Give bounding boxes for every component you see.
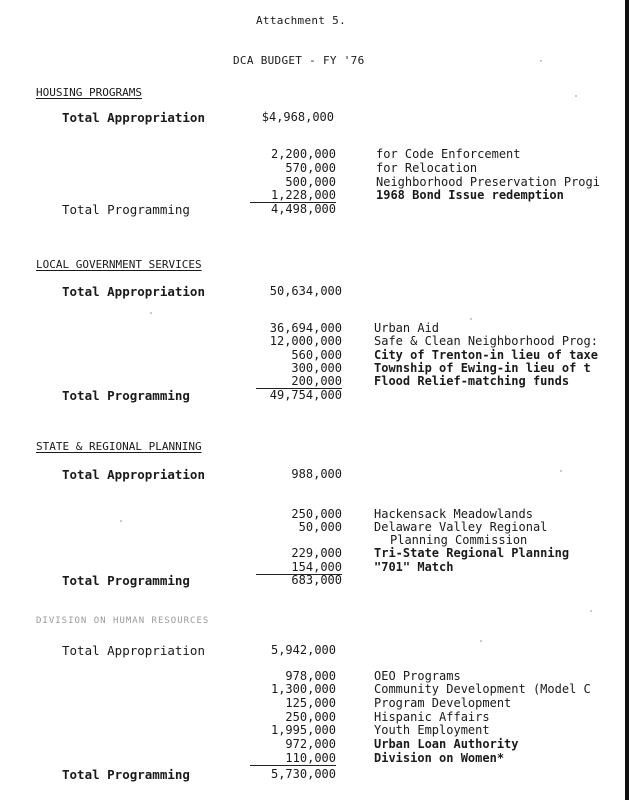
programming-amount: 5,730,000 (270, 767, 336, 781)
item-amount: 1,995,000 (270, 723, 336, 737)
item-amount: 12,000,000 (269, 334, 342, 348)
item-amount: 2,200,000 (270, 147, 336, 161)
item-description: Youth Employment (374, 723, 490, 737)
item-amount: 110,000 (250, 751, 336, 766)
appropriation-label: Total Appropriation (62, 467, 205, 482)
item-description: Safe & Clean Neighborhood Prog: (374, 334, 598, 348)
item-description: Planning Commission (390, 533, 528, 547)
appropriation-amount: 50,634,000 (269, 284, 342, 298)
item-amount: 570,000 (285, 161, 336, 175)
item-amount: 125,000 (285, 696, 336, 710)
scan-speck (470, 318, 472, 320)
item-amount: 229,000 (291, 546, 342, 560)
item-amount: 500,000 (285, 175, 336, 189)
programming-amount: 49,754,000 (269, 388, 342, 402)
item-amount: 250,000 (291, 507, 342, 521)
section-heading: STATE & REGIONAL PLANNING (36, 440, 202, 453)
appropriation-label: Total Appropriation (62, 284, 205, 299)
programming-label: Total Programming (62, 573, 190, 588)
item-amount: 1,228,000 (250, 188, 336, 203)
item-description: for Code Enforcement (376, 147, 521, 161)
section-heading: LOCAL GOVERNMENT SERVICES (36, 258, 202, 271)
appropriation-amount: 988,000 (291, 467, 342, 481)
item-amount: 300,000 (291, 361, 342, 375)
section-heading: DIVISION ON HUMAN RESOURCES (36, 616, 210, 626)
scan-speck (560, 470, 562, 472)
item-description: Township of Ewing-in lieu of t (374, 361, 591, 375)
item-amount: 560,000 (291, 348, 342, 362)
scan-speck (575, 95, 577, 97)
item-description: for Relocation (376, 161, 478, 175)
item-description: 1968 Bond Issue redemption (376, 188, 564, 202)
programming-label: Total Programming (62, 202, 190, 217)
scan-speck (540, 60, 542, 62)
item-description: "701" Match (374, 560, 454, 574)
item-description: Hackensack Meadowlands (374, 507, 533, 521)
item-description: Urban Loan Authority (374, 737, 519, 751)
scan-speck (590, 610, 592, 612)
programming-label: Total Programming (62, 388, 190, 403)
item-amount: 36,694,000 (269, 321, 342, 335)
item-amount: 978,000 (285, 669, 336, 683)
appropriation-amount: $4,968,000 (261, 110, 334, 124)
appropriation-label: Total Appropriation (62, 110, 205, 125)
programming-label: Total Programming (62, 767, 190, 782)
item-description: Delaware Valley Regional (374, 520, 548, 534)
item-amount: 200,000 (256, 374, 342, 389)
item-amount: 1,300,000 (270, 682, 336, 696)
programming-amount: 683,000 (291, 573, 342, 587)
programming-amount: 4,498,000 (270, 202, 336, 216)
appropriation-amount: 5,942,000 (270, 643, 336, 657)
item-amount: 250,000 (285, 710, 336, 724)
page-title: DCA BUDGET - FY '76 (233, 54, 365, 67)
scan-speck (480, 640, 482, 642)
scan-edge (625, 0, 629, 800)
item-description: Tri-State Regional Planning (374, 546, 570, 560)
item-amount: 972,000 (285, 737, 336, 751)
item-description: Division on Women* (374, 751, 505, 765)
item-description: City of Trenton-in lieu of taxe (374, 348, 598, 362)
item-amount: 50,000 (298, 520, 342, 534)
scan-speck (120, 520, 122, 522)
item-description: Neighborhood Preservation Progi (376, 175, 600, 189)
item-description: Hispanic Affairs (374, 710, 490, 724)
item-description: Flood Relief-matching funds (374, 374, 570, 388)
attachment-label: Attachment 5. (256, 14, 346, 27)
scan-speck (150, 312, 152, 314)
item-description: Program Development (374, 696, 512, 710)
section-heading: HOUSING PROGRAMS (36, 86, 142, 99)
item-description: Community Development (Model C (374, 682, 591, 696)
item-amount: 154,000 (256, 560, 342, 575)
item-description: OEO Programs (374, 669, 461, 683)
appropriation-label: Total Appropriation (62, 643, 205, 658)
item-description: Urban Aid (374, 321, 440, 335)
